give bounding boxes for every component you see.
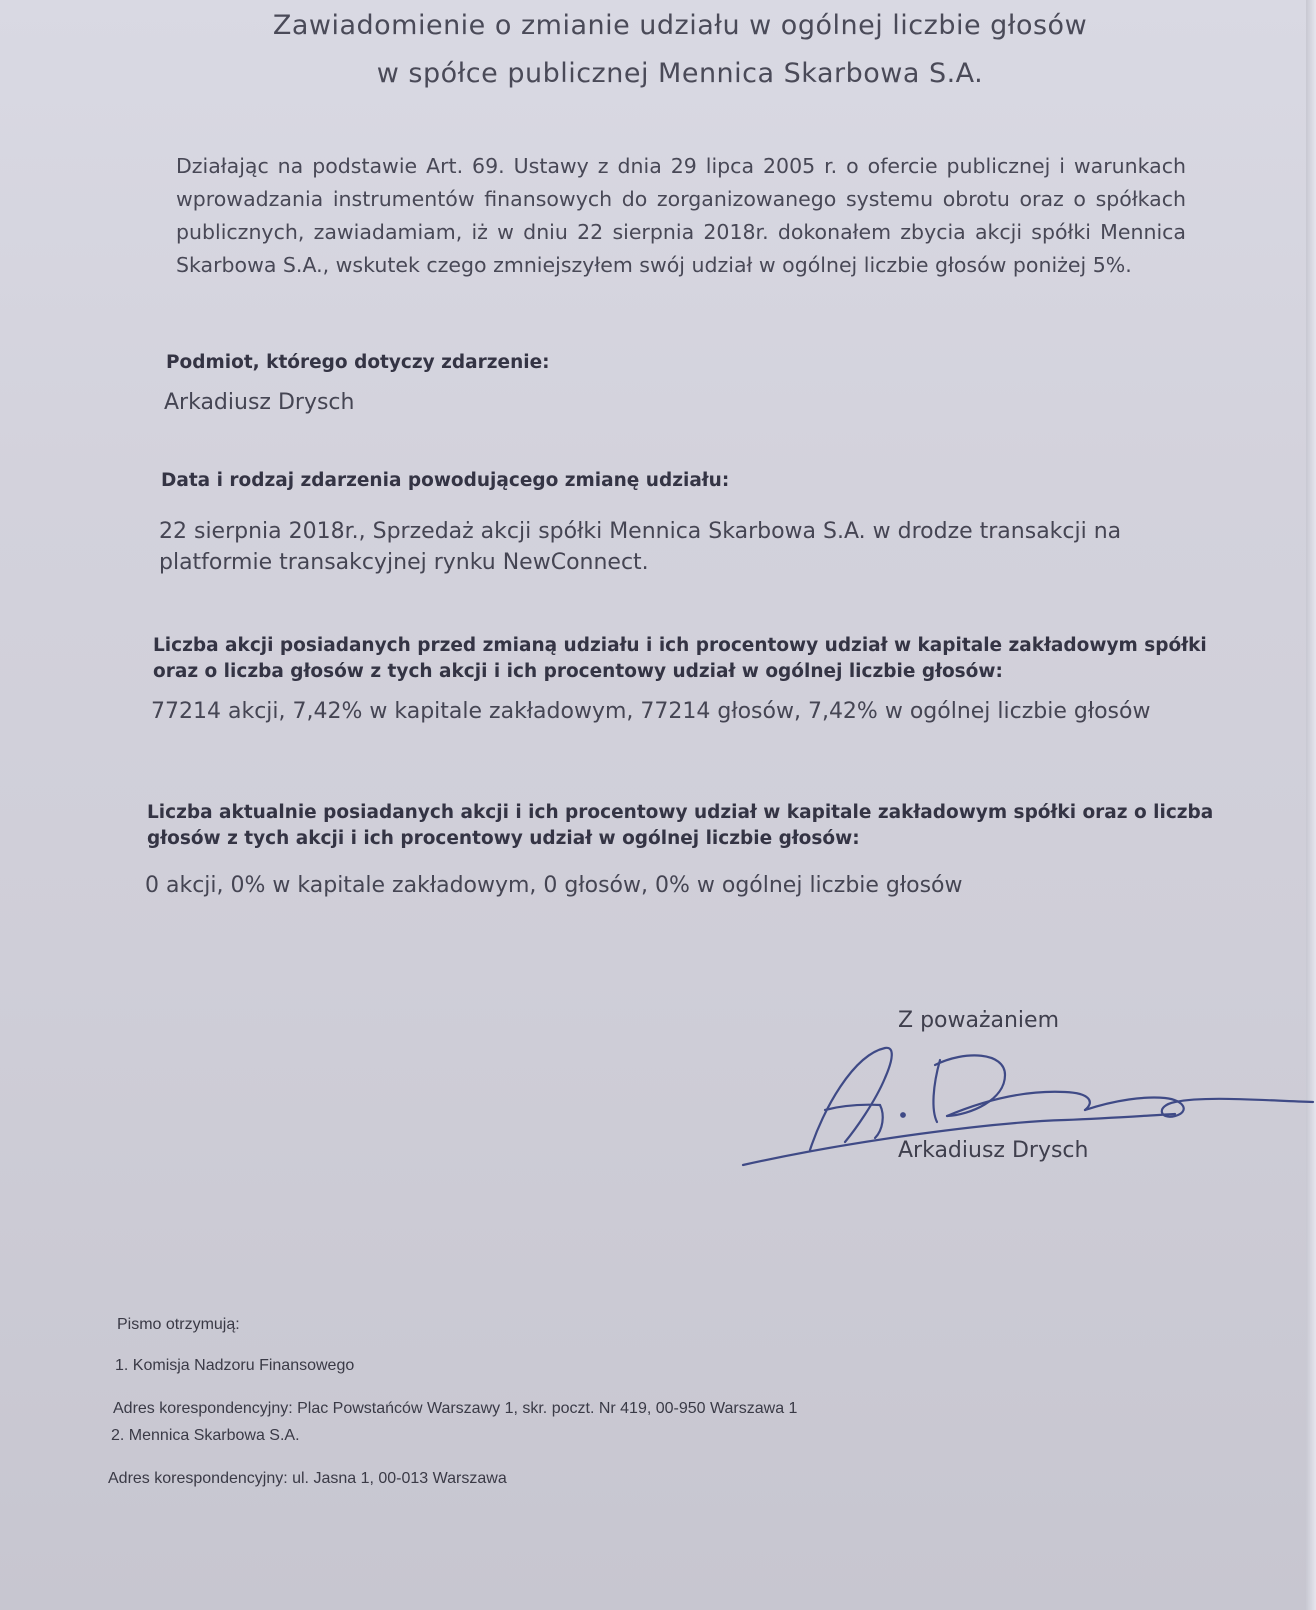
recipients-heading: Pismo otrzymują: [117, 1316, 240, 1333]
section-value-before: 77214 akcji, 7,42% w kapitale zakładowym, 77214 głosów, 7,42% w ogólnej liczbie głosów [151, 699, 1151, 724]
section-label-subject: Podmiot, którego dotyczy zdarzenie: [166, 352, 550, 373]
recipient-2-address: Adres korespondencyjny: ul. Jasna 1, 00-013 Warszawa [108, 1470, 507, 1487]
section-value-current: 0 akcji, 0% w kapitale zakładowym, 0 głosów, 0% w ogólnej liczbie głosów [145, 873, 963, 898]
closing-greeting: Z poważaniem [898, 1008, 1060, 1033]
signer-name: Arkadiusz Drysch [898, 1138, 1089, 1163]
section-label-before: Liczba akcji posiadanych przed zmianą udziału i ich procentowy udział w kapitale zakładowym spółki oraz o liczba głosów z tych akcji i ich procentowy udział w ogólnej liczbie głosów: [153, 635, 1207, 682]
section-label-event: Data i rodzaj zdarzenia powodującego zmianę udziału: [161, 470, 730, 491]
section-value-event: 22 sierpnia 2018r., Sprzedaż akcji spółki Mennica Skarbowa S.A. w drodze transakcji na platformie transakcyjnej rynku NewConnect. [159, 519, 1122, 575]
intro-paragraph: Działając na podstawie Art. 69. Ustawy z dnia 29 lipca 2005 r. o ofercie publicznej i warunkach wprowadzania instrumentów finansowych do zorganizowanego systemu obrotu oraz o spółkach publicznych, zawiadamiam, iż w dniu 22 sierpnia 2018r. dokonałem zbycia akcji spółki Mennica Skarbowa S.A., wskutek czego zmniejszyłem swój udział w ogólnej liczbie głosów poniżej 5%. [176, 154, 1186, 277]
page-edge [1306, 0, 1316, 1610]
recipient-1-address: Adres korespondencyjny: Plac Powstańców Warszawy 1, skr. poczt. Nr 419, 00-950 Warszawa 1 [113, 1400, 798, 1417]
recipient-1: 1. Komisja Nadzoru Finansowego [115, 1357, 355, 1374]
section-label-current: Liczba aktualnie posiadanych akcji i ich procentowy udział w kapitale zakładowym spółki oraz o liczba głosów z tych akcji i ich procentowy udział w ogólnej liczbie głosów: [147, 802, 1214, 849]
document-title-line2: w spółce publicznej Mennica Skarbowa S.A. [376, 58, 984, 89]
document-title-line1: Zawiadomienie o zmianie udziału w ogólnej liczbie głosów [272, 10, 1088, 41]
section-value-subject: Arkadiusz Drysch [164, 390, 355, 415]
recipient-2: 2. Mennica Skarbowa S.A. [111, 1427, 300, 1444]
